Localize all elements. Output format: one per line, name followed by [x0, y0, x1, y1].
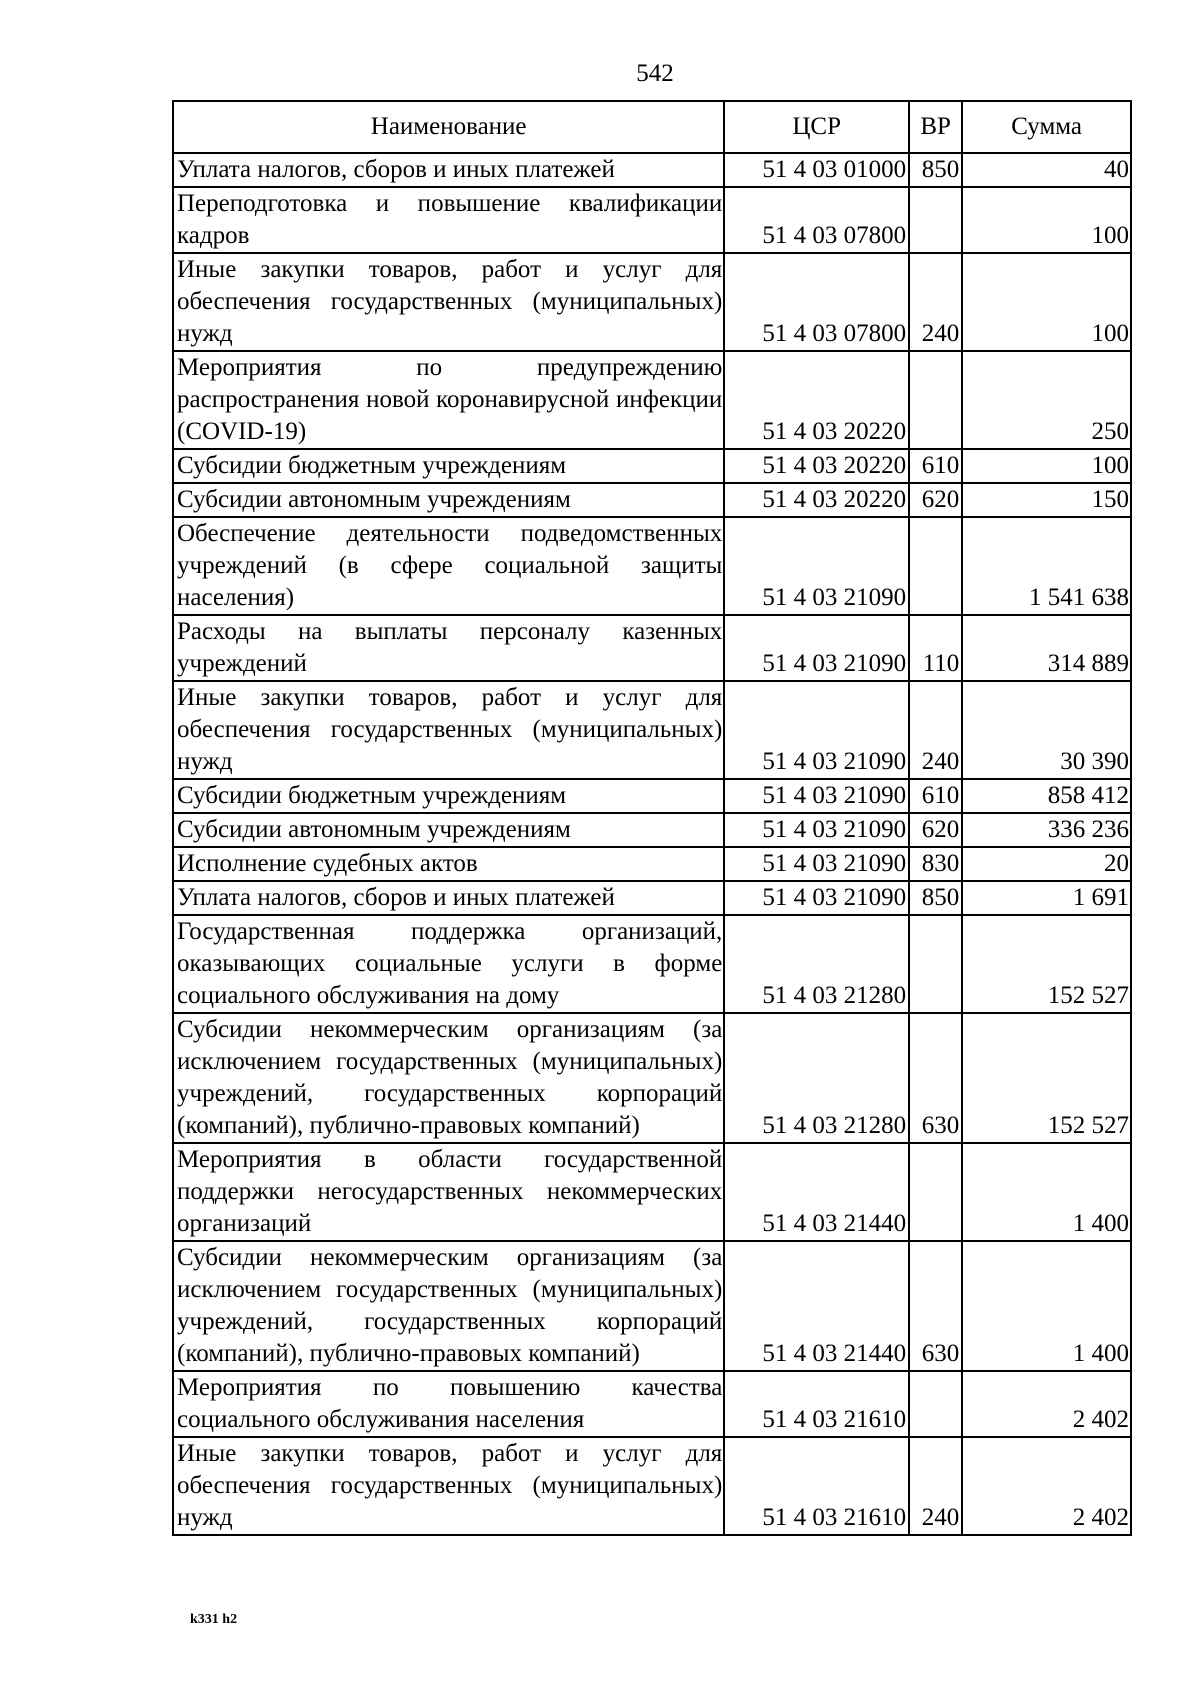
sum-cell: 30 390: [962, 681, 1131, 779]
vr-cell: [909, 1143, 962, 1241]
table-row: [173, 1013, 1131, 1143]
table-row: [173, 1371, 1131, 1437]
sum-cell: 20: [962, 847, 1131, 881]
sum-cell: 336 236: [962, 813, 1131, 847]
sum-cell: 1 691: [962, 881, 1131, 915]
vr-cell: 830: [909, 847, 962, 881]
vr-cell: [909, 187, 962, 253]
table-body: [173, 153, 1131, 1535]
sum-cell: 2 402: [962, 1437, 1131, 1535]
header-name: Наименование: [173, 101, 724, 153]
table-row: [173, 449, 1131, 483]
csr-cell: 51 4 03 07800: [724, 187, 909, 253]
vr-cell: [909, 351, 962, 449]
sum-cell: 314 889: [962, 615, 1131, 681]
table-row: [173, 681, 1131, 779]
vr-cell: [909, 517, 962, 615]
sum-cell: 858 412: [962, 779, 1131, 813]
csr-cell: 51 4 03 20220: [724, 351, 909, 449]
table-header: [173, 101, 1131, 153]
header-csr: ЦСР: [724, 101, 909, 153]
vr-cell: [909, 1371, 962, 1437]
vr-cell: 630: [909, 1241, 962, 1371]
sum-cell: 152 527: [962, 915, 1131, 1013]
sum-cell: 40: [962, 153, 1131, 187]
sum-cell: 100: [962, 253, 1131, 351]
vr-cell: [909, 915, 962, 1013]
csr-cell: 51 4 03 07800: [724, 253, 909, 351]
name-cell: Субсидии автономным учреждениям: [173, 813, 724, 847]
sum-cell: 150: [962, 483, 1131, 517]
table-row: [173, 847, 1131, 881]
vr-cell: 850: [909, 153, 962, 187]
vr-cell: 240: [909, 1437, 962, 1535]
csr-cell: 51 4 03 21280: [724, 915, 909, 1013]
name-cell: Субсидии бюджетным учреждениям: [173, 449, 724, 483]
table-row: [173, 187, 1131, 253]
csr-cell: 51 4 03 21090: [724, 779, 909, 813]
vr-cell: 110: [909, 615, 962, 681]
name-cell: Мероприятия в области государственной поддержки негосударственных некоммерческих организаций: [173, 1143, 724, 1241]
name-cell: Иные закупки товаров, работ и услуг для обеспечения государственных (муниципальных) нужд: [173, 1437, 724, 1535]
header-vr: ВР: [909, 101, 962, 153]
csr-cell: 51 4 03 21090: [724, 615, 909, 681]
csr-cell: 51 4 03 21440: [724, 1143, 909, 1241]
name-cell: Субсидии бюджетным учреждениям: [173, 779, 724, 813]
name-cell: Субсидии некоммерческим организациям (за исключением государственных (муниципальных) учреждений, государственных корпораций (компаний), публично-правовых компаний): [173, 1013, 724, 1143]
table-row: [173, 483, 1131, 517]
csr-cell: 51 4 03 20220: [724, 449, 909, 483]
csr-cell: 51 4 03 21090: [724, 847, 909, 881]
csr-cell: 51 4 03 21090: [724, 813, 909, 847]
name-cell: Расходы на выплаты персоналу казенных учреждений: [173, 615, 724, 681]
name-cell: Субсидии некоммерческим организациям (за исключением государственных (муниципальных) учреждений, государственных корпораций (компаний), публично-правовых компаний): [173, 1241, 724, 1371]
page-number: 542: [636, 60, 674, 87]
sum-cell: 152 527: [962, 1013, 1131, 1143]
table-row: [173, 881, 1131, 915]
vr-cell: 620: [909, 483, 962, 517]
table-row: [173, 813, 1131, 847]
table-row: [173, 779, 1131, 813]
name-cell: Исполнение судебных актов: [173, 847, 724, 881]
table-row: [173, 615, 1131, 681]
sum-cell: 1 541 638: [962, 517, 1131, 615]
vr-cell: 850: [909, 881, 962, 915]
csr-cell: 51 4 03 21090: [724, 681, 909, 779]
header-sum: Сумма: [962, 101, 1131, 153]
name-cell: Иные закупки товаров, работ и услуг для обеспечения государственных (муниципальных) нужд: [173, 253, 724, 351]
csr-cell: 51 4 03 21090: [724, 881, 909, 915]
name-cell: Уплата налогов, сборов и иных платежей: [173, 881, 724, 915]
vr-cell: 610: [909, 449, 962, 483]
name-cell: Уплата налогов, сборов и иных платежей: [173, 153, 724, 187]
csr-cell: 51 4 03 21610: [724, 1371, 909, 1437]
name-cell: Мероприятия по предупреждению распространения новой коронавирусной инфекции (COVID-19): [173, 351, 724, 449]
sum-cell: 100: [962, 187, 1131, 253]
csr-cell: 51 4 03 01000: [724, 153, 909, 187]
budget-table: [172, 100, 1132, 1536]
table-row: [173, 351, 1131, 449]
csr-cell: 51 4 03 21610: [724, 1437, 909, 1535]
csr-cell: 51 4 03 20220: [724, 483, 909, 517]
header-row: [173, 101, 1131, 153]
table-row: [173, 1143, 1131, 1241]
footer-code: k331 h2: [190, 1612, 238, 1627]
sum-cell: 1 400: [962, 1143, 1131, 1241]
sum-cell: 1 400: [962, 1241, 1131, 1371]
name-cell: Государственная поддержка организаций, оказывающих социальные услуги в форме социального обслуживания на дому: [173, 915, 724, 1013]
vr-cell: 240: [909, 681, 962, 779]
csr-cell: 51 4 03 21440: [724, 1241, 909, 1371]
table-row: [173, 517, 1131, 615]
name-cell: Обеспечение деятельности подведомственных учреждений (в сфере социальной защиты населения): [173, 517, 724, 615]
csr-cell: 51 4 03 21280: [724, 1013, 909, 1143]
name-cell: Мероприятия по повышению качества социального обслуживания населения: [173, 1371, 724, 1437]
name-cell: Иные закупки товаров, работ и услуг для обеспечения государственных (муниципальных) нужд: [173, 681, 724, 779]
table-row: [173, 1437, 1131, 1535]
vr-cell: 610: [909, 779, 962, 813]
csr-cell: 51 4 03 21090: [724, 517, 909, 615]
sum-cell: 2 402: [962, 1371, 1131, 1437]
sum-cell: 250: [962, 351, 1131, 449]
table-row: [173, 915, 1131, 1013]
vr-cell: 620: [909, 813, 962, 847]
table-row: [173, 1241, 1131, 1371]
sum-cell: 100: [962, 449, 1131, 483]
table-row: [173, 153, 1131, 187]
name-cell: Переподготовка и повышение квалификации кадров: [173, 187, 724, 253]
table-row: [173, 253, 1131, 351]
vr-cell: 630: [909, 1013, 962, 1143]
name-cell: Субсидии автономным учреждениям: [173, 483, 724, 517]
vr-cell: 240: [909, 253, 962, 351]
